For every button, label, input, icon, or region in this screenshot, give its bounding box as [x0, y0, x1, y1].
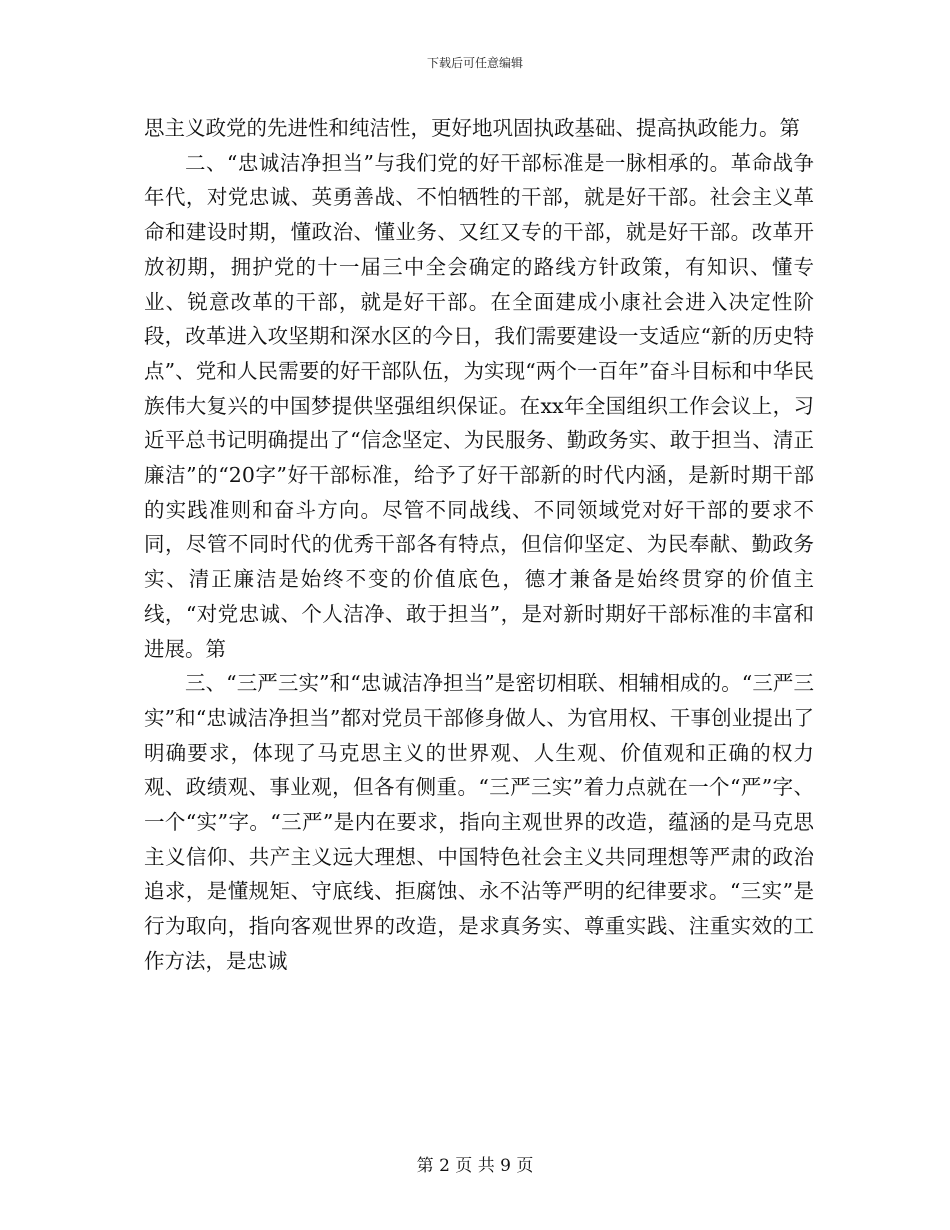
document-body [144, 111, 814, 979]
page-number-footer: 第 2 页 共 9 页 [416, 1156, 534, 1176]
paragraph-section-three: 三、“三严三实”和“忠诚洁净担当”是密切相联、相辅相成的。“三严三实”和“忠诚洁净担当”都对党员干部修身做人、为官用权、干事创业提出了明确要求，体现了马克思主义的世界观、人生观、价值观和正确的权力观、政绩观、事业观，但各有侧重。“三严三实”着力点就在一个“严”字、一个“实”字。“三严”是内在要求，指向主观世界的改造，蕴涵的是马克思主义信仰、共产主义远大理想、中国特色社会主义共同理想等严肃的政治追求，是懂规矩、守底线、拒腐蚀、永不沾等严明的纪律要求。“三实”是行为取向，指向客观世界的改造，是求真务实、尊重实践、注重实效的工作方法，是忠诚 [144, 671, 814, 973]
paragraph-continuation: 思主义政党的先进性和纯洁性，更好地巩固执政基础、提高执政能力。第 [144, 116, 800, 140]
page-header: 下载后可任意编辑 [426, 56, 523, 70]
paragraph-section-two: 二、“忠诚洁净担当”与我们党的好干部标准是一脉相承的。革命战争年代，对党忠诚、英勇善战、不怕牺牲的干部，就是好干部。社会主义革命和建设时期，懂政治、懂业务、又红又专的干部，就是好干部。改革开放初期，拥护党的十一届三中全会确定的路线方针政策，有知识、懂专业、锐意改革的干部，就是好干部。在全面建成小康社会进入决定性阶段，改革进入攻坚期和深水区的今日，我们需要建设一支适应“新的历史特点”、党和人民需要的好干部队伍，为实现“两个一百年”奋斗目标和中华民族伟大复兴的中国梦提供坚强组织保证。在xx年全国组织工作会议上，习近平总书记明确提出了“信念坚定、为民服务、勤政务实、敢于担当、清正廉洁”的“20字”好干部标准，给予了好干部新的时代内涵，是新时期干部的实践准则和奋斗方向。尽管不同战线、不同领域党对好干部的要求不同，尽管不同时代的优秀干部各有特点，但信仰坚定、为民奉献、勤政务实、清正廉洁是始终不变的价值底色，德才兼备是始终贯穿的价值主线，“对党忠诚、个人洁净、敢于担当”，是对新时期好干部标准的丰富和进展。第 [144, 150, 814, 661]
